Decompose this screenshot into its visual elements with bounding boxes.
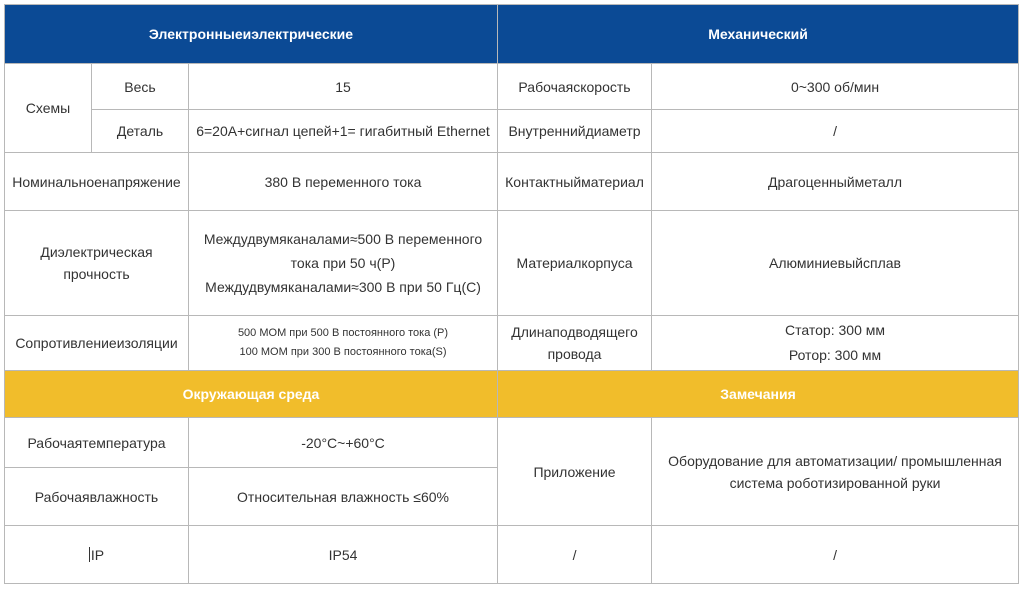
header-electrical: Электронныеиэлектрические (5, 5, 498, 64)
humidity-label: Рабочаявлажность (5, 468, 189, 526)
application-label: Приложение (498, 418, 652, 526)
detail-value: 6=20A+сигнал цепей+1= гигабитный Ethernet (189, 110, 498, 153)
header-environment: Окружающая среда (5, 371, 498, 418)
contact-material-value: Драгоценныйметалл (652, 153, 1019, 211)
table-row (5, 5, 1019, 64)
temp-value: -20°C~+60°C (189, 418, 498, 468)
ip-label: IP (90, 546, 105, 563)
rated-voltage-value: 380 В переменного тока (189, 153, 498, 211)
text-cursor (89, 547, 90, 562)
notes-extra-label: / (498, 526, 652, 584)
housing-material-value: Алюминиевыйсплав (652, 211, 1019, 316)
rated-voltage-label: Номинальноенапряжение (5, 153, 189, 211)
header-mechanical: Механический (498, 5, 1019, 64)
humidity-value: Относительная влажность ≤60% (189, 468, 498, 526)
weight-value: 15 (189, 64, 498, 110)
ip-value: IP54 (189, 526, 498, 584)
detail-label: Деталь (92, 110, 189, 153)
table-row (5, 64, 1019, 110)
lead-length-label: Длинаподводящего провода (498, 316, 652, 371)
speed-label: Рабочаяскорость (498, 64, 652, 110)
temp-label: Рабочаятемпература (5, 418, 189, 468)
weight-label: Весь (92, 64, 189, 110)
dielectric-line-1: Междудвумяканалами≈500 В переменного тока при 50 ч(P) (203, 231, 483, 271)
dielectric-value (189, 211, 498, 316)
table-row (5, 153, 1019, 211)
insulation-label: Сопротивлениеизоляции (5, 316, 189, 371)
ip-label-cell[interactable] (5, 526, 189, 584)
contact-material-label: Контактныйматериал (498, 153, 652, 211)
dielectric-label: Диэлектрическая прочность (5, 211, 189, 316)
insulation-line-2: 100 MOM при 300 В постоянного тока(S) (239, 346, 447, 358)
insulation-value (189, 316, 498, 371)
application-value: Оборудование для автоматизации/ промышленная система роботизированной руки (652, 418, 1019, 526)
table-row (5, 418, 1019, 468)
lead-length-value (652, 316, 1019, 371)
dielectric-line-2: Междудвумяканалами≈300 В при 50 Гц(C) (205, 279, 481, 295)
rotor-value: Ротор: 300 мм (788, 347, 882, 363)
inner-diameter-value: / (652, 110, 1019, 153)
table-row (5, 211, 1019, 316)
table-row (5, 316, 1019, 371)
spec-table (4, 4, 1019, 584)
table-row (5, 371, 1019, 418)
notes-extra-value: / (652, 526, 1019, 584)
inner-diameter-label: Внутреннийдиаметр (498, 110, 652, 153)
circuits-label: Схемы (5, 64, 92, 153)
speed-value: 0~300 об/мин (652, 64, 1019, 110)
housing-material-label: Материалкорпуса (498, 211, 652, 316)
stator-value: Статор: 300 мм (785, 322, 885, 338)
header-notes: Замечания (498, 371, 1019, 418)
table-row (5, 110, 1019, 153)
table-row (5, 526, 1019, 584)
insulation-line-1: 500 MOM при 500 В постоянного тока (P) (237, 327, 449, 339)
